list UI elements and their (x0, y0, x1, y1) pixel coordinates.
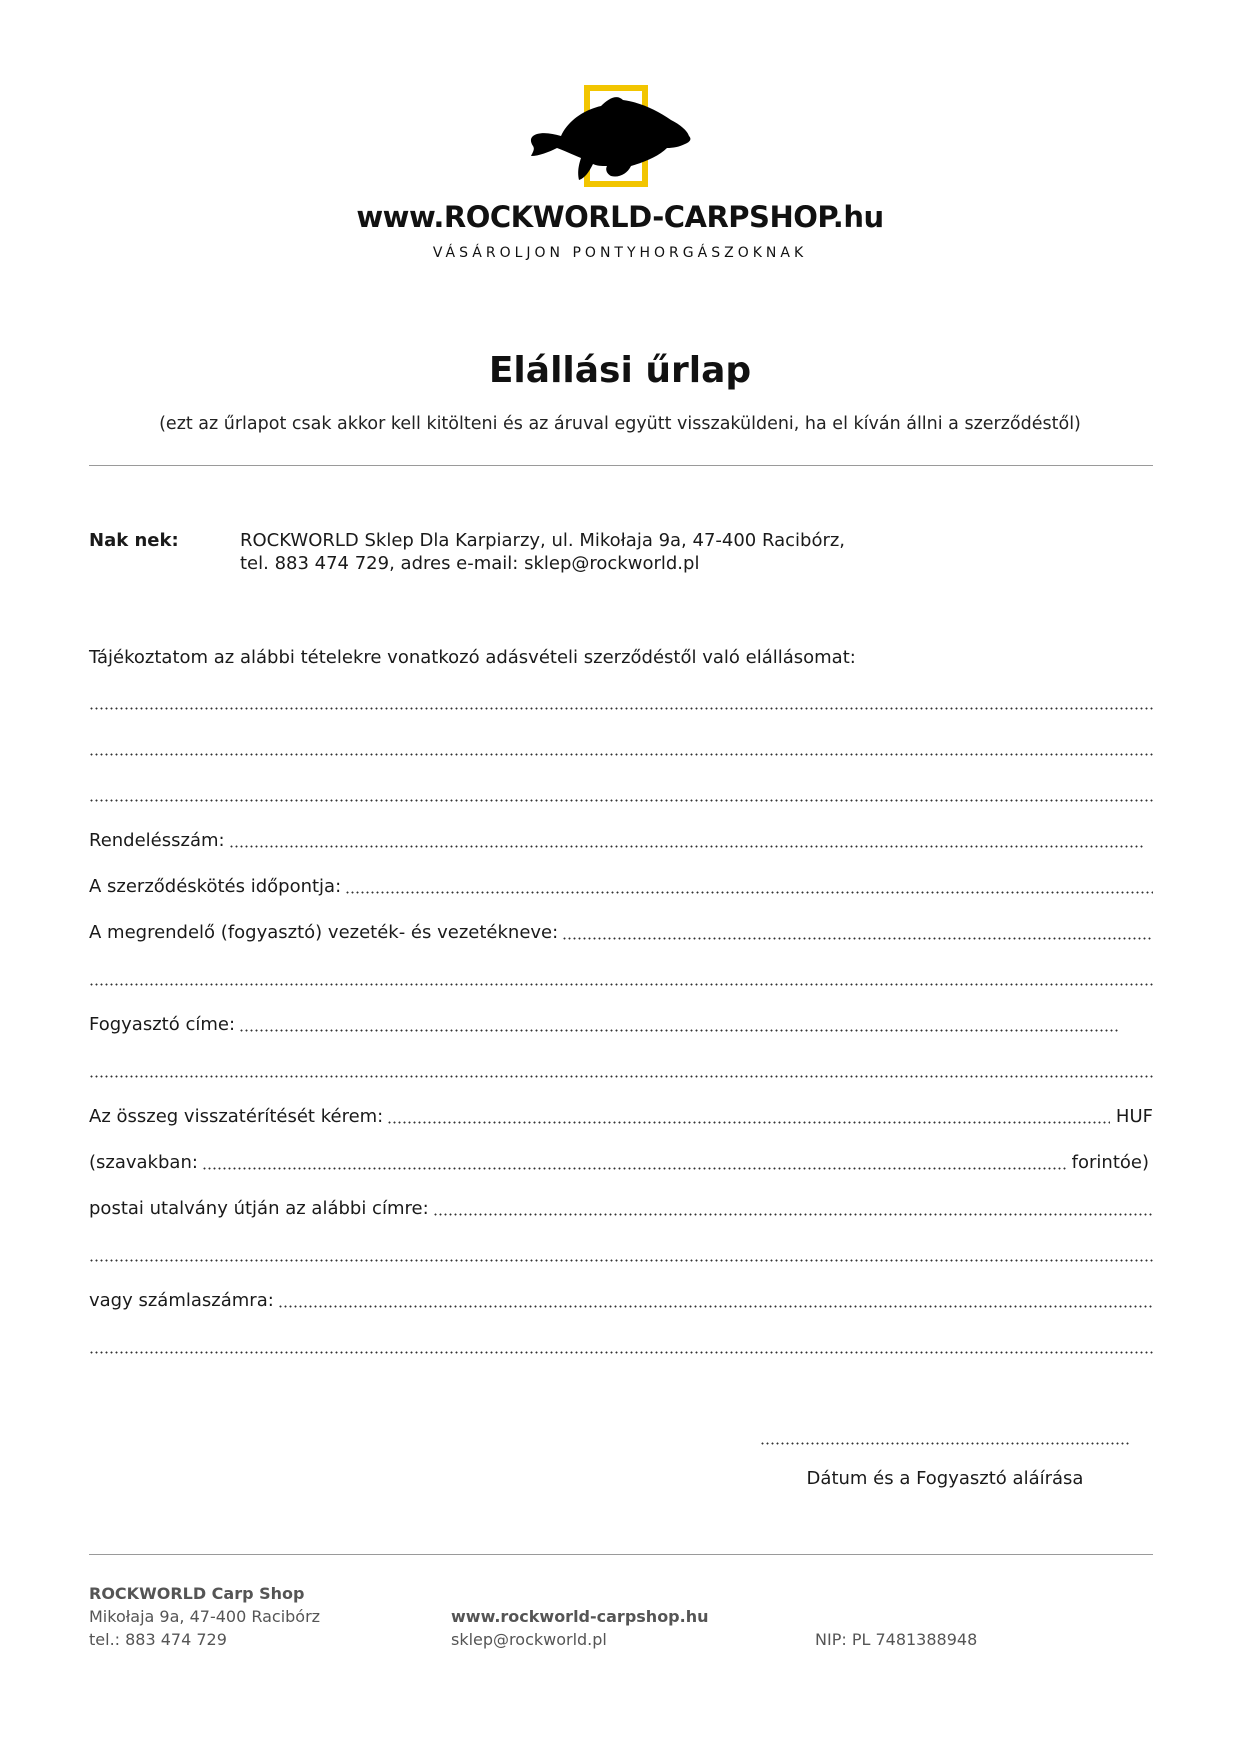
customer-address-line-2[interactable] (89, 1058, 1153, 1084)
footer-address: Mikołaja 9a, 47-400 Racibórz (89, 1607, 321, 1626)
contract-date-field[interactable] (89, 874, 1153, 900)
footer-contact-block (451, 1605, 709, 1651)
bank-account-line[interactable] (278, 1305, 1153, 1308)
fill-line[interactable] (89, 799, 1153, 802)
fill-line[interactable] (89, 1351, 1153, 1354)
page-title: Elállási űrlap (488, 350, 752, 391)
tagline: VÁSÁROLJON PONTYHORGÁSZOKNAK (432, 245, 808, 261)
footer-website[interactable]: www.rockworld-carpshop.hu (451, 1607, 709, 1626)
footer-company-block (89, 1582, 320, 1651)
fill-line[interactable] (89, 1075, 1153, 1078)
customer-name-label: A megrendelő (fogyasztó) vezeték- és vezetékneve: (89, 922, 559, 943)
footer-company: ROCKWORLD Carp Shop (89, 1584, 305, 1603)
customer-name-line-2[interactable] (89, 966, 1153, 992)
postal-order-field[interactable] (89, 1196, 1153, 1222)
signature-label: Dátum és a Fogyasztó aláírása (806, 1468, 1084, 1489)
postal-order-line-2[interactable] (89, 1242, 1153, 1268)
fill-line[interactable] (89, 753, 1153, 756)
fill-line[interactable] (89, 1259, 1153, 1262)
footer-phone: tel.: 883 474 729 (89, 1630, 227, 1649)
fill-line[interactable] (89, 707, 1153, 710)
page-subtitle: (ezt az űrlapot csak akkor kell kitölteni és az áruval együtt visszaküldeni, ha el kíván állni a szerződéstől) (159, 414, 1081, 434)
intro-label: Tájékoztatom az alábbi tételekre vonatkozó adásvételi szerződéstől való elállásomat: (89, 647, 856, 668)
intro-text (89, 645, 1153, 671)
order-number-line[interactable] (229, 845, 1143, 848)
currency-label: HUF (1115, 1106, 1153, 1127)
refund-amount-label: Az összeg visszatérítését kérem: (89, 1106, 384, 1127)
fill-line[interactable] (89, 983, 1153, 986)
recipient-contact: tel. 883 474 729, adres e-mail: sklep@rockworld.pl (240, 553, 700, 574)
rockworld-carp-logo (527, 84, 717, 194)
customer-address-line[interactable] (239, 1029, 1119, 1032)
postal-order-label: postai utalvány útján az alábbi címre: (89, 1198, 429, 1219)
amount-in-words-line[interactable] (202, 1167, 1066, 1170)
footer-email[interactable]: sklep@rockworld.pl (451, 1630, 607, 1649)
order-number-field[interactable] (89, 828, 1143, 854)
order-number-label: Rendelésszám: (89, 830, 225, 851)
recipient-label: Nak nek: (89, 530, 179, 551)
items-line-3[interactable] (89, 782, 1153, 808)
customer-name-field[interactable] (89, 920, 1153, 946)
customer-address-label: Fogyasztó címe: (89, 1014, 236, 1035)
amount-in-words-field[interactable] (89, 1150, 1149, 1176)
amount-in-words-suffix: forintóe) (1071, 1152, 1149, 1173)
carp-silhouette-icon (531, 97, 690, 180)
customer-name-line[interactable] (562, 937, 1153, 940)
site-url: www.ROCKWORLD-CARPSHOP.hu (356, 200, 884, 234)
recipient-address: ROCKWORLD Sklep Dla Karpiarzy, ul. Mikołaja 9a, 47-400 Racibórz, (240, 530, 846, 551)
contract-date-line[interactable] (345, 891, 1153, 894)
customer-address-field[interactable] (89, 1012, 1119, 1038)
contract-date-label: A szerződéskötés időpontja: (89, 876, 342, 897)
refund-amount-field[interactable] (89, 1104, 1153, 1130)
items-line-1[interactable] (89, 690, 1153, 716)
items-line-2[interactable] (89, 736, 1153, 762)
bank-account-label: vagy számlaszámra: (89, 1290, 274, 1311)
top-divider (89, 465, 1153, 466)
refund-amount-line[interactable] (387, 1121, 1110, 1124)
bank-account-line-2[interactable] (89, 1334, 1153, 1360)
postal-order-line[interactable] (433, 1213, 1153, 1216)
footer-nip: NIP: PL 7481388948 (815, 1630, 978, 1649)
signature-line[interactable] (760, 1442, 1130, 1445)
footer-divider (89, 1554, 1153, 1555)
bank-account-field[interactable] (89, 1288, 1153, 1314)
amount-in-words-label: (szavakban: (89, 1152, 198, 1173)
